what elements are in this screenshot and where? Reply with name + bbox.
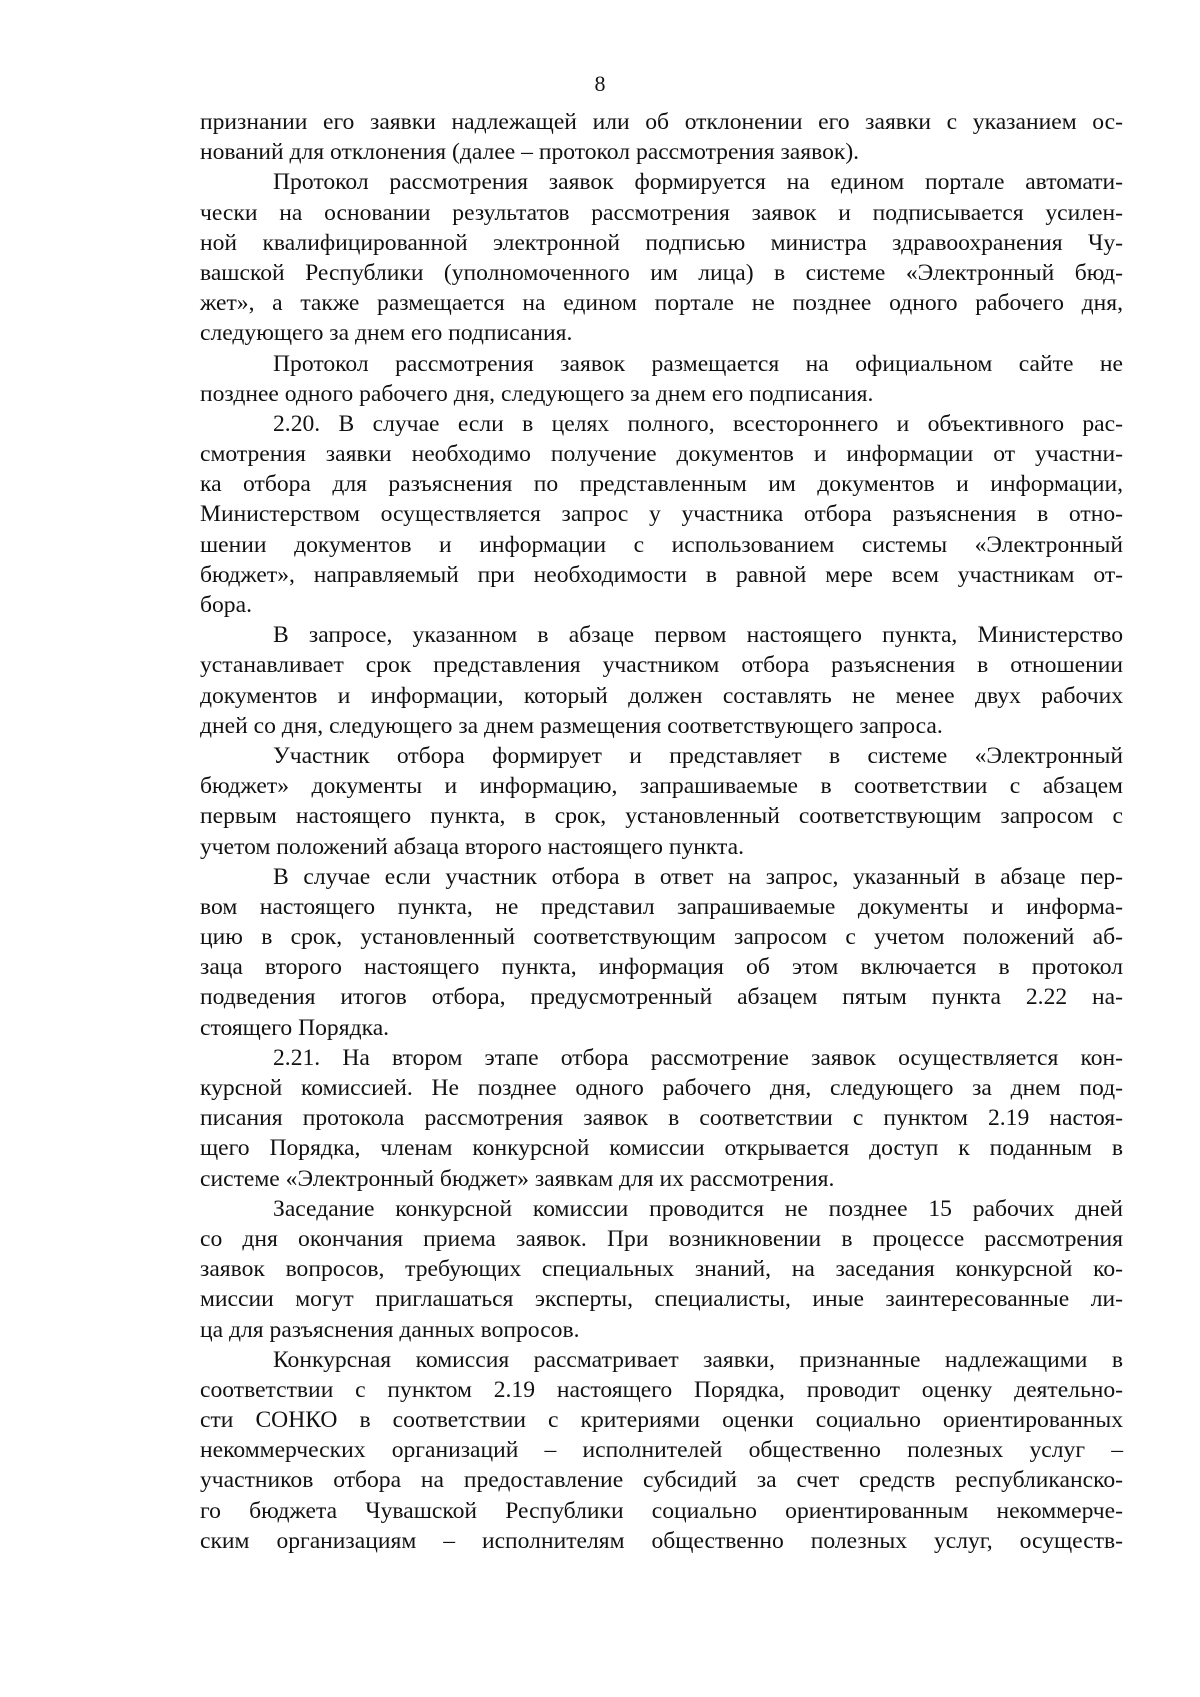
- text-line: бора.: [200, 592, 252, 618]
- text-line: ским организациям – исполнителям общественно полезных услуг, осуществ-: [200, 1527, 1123, 1554]
- text-line: системе «Электронный бюджет» заявкам для их рассмотрения.: [200, 1165, 835, 1192]
- text-line: курсной комиссией. Не позднее одного рабочего дня, следующего за днем под-: [200, 1075, 1123, 1101]
- text-line: подведения итогов отбора, предусмотренный абзацем пятым пункта 2.22 на-: [200, 984, 1123, 1011]
- text-line: Заседание конкурсной комиссии проводится не позднее 15 рабочих дней: [273, 1195, 1123, 1222]
- text-line: участников отбора на предоставление субсидий за счет средств республиканско-: [200, 1467, 1123, 1494]
- text-line: учетом положений абзаца второго настоящего пункта.: [200, 833, 745, 860]
- text-line: позднее одного рабочего дня, следующего за днем его подписания.: [200, 380, 874, 407]
- text-line: первым настоящего пункта, в срок, установленный соответствующим запросом с: [200, 803, 1123, 830]
- text-line: некоммерческих организаций – исполнителей общественно полезных услуг –: [200, 1437, 1123, 1464]
- text-line: Протокол рассмотрения заявок формируется на едином портале автомати-: [273, 169, 1123, 196]
- text-line: щего Порядка, членам конкурсной комиссии открывается доступ к поданным в: [200, 1135, 1123, 1162]
- text-line: 2.20. В случае если в целях полного, всестороннего и объективного рас-: [273, 410, 1123, 437]
- text-line: документов и информации, который должен составлять не менее двух рабочих: [200, 682, 1123, 709]
- text-line: смотрения заявки необходимо получение документов и информации от участни-: [200, 441, 1123, 468]
- text-line: вом настоящего пункта, не представил запрашиваемые документы и информа-: [200, 893, 1123, 920]
- text-line: цию в срок, установленный соответствующим запросом с учетом положений аб-: [200, 924, 1123, 951]
- text-line: соответствии с пунктом 2.19 настоящего Порядка, проводит оценку деятельно-: [200, 1376, 1123, 1403]
- text-line: Протокол рассмотрения заявок размещается на официальном сайте не: [273, 350, 1123, 377]
- text-line: со дня окончания приема заявок. При возникновении в процессе рассмотрения: [200, 1225, 1123, 1252]
- text-line: бюджет» документы и информацию, запрашиваемые в соответствии с абзацем: [200, 773, 1123, 800]
- text-line: заявок вопросов, требующих специальных знаний, на заседания конкурсной ко-: [200, 1256, 1123, 1283]
- text-line: Конкурсная комиссия рассматривает заявки, признанные надлежащими в: [273, 1346, 1123, 1373]
- text-line: В запросе, указанном в абзаце первом настоящего пункта, Министерство: [273, 622, 1123, 649]
- text-line: ной квалифицированной электронной подписью министра здравоохранения Чу-: [200, 229, 1123, 256]
- text-line: писания протокола рассмотрения заявок в соответствии с пунктом 2.19 настоя-: [200, 1105, 1123, 1132]
- text-line: 2.21. На втором этапе отбора рассмотрение заявок осуществляется кон-: [273, 1044, 1123, 1071]
- text-line: В случае если участник отбора в ответ на запрос, указанный в абзаце пер-: [273, 863, 1123, 890]
- text-line: признании его заявки надлежащей или об отклонении его заявки с указанием ос-: [200, 109, 1123, 135]
- text-line: вашской Республики (уполномоченного им лица) в системе «Электронный бюд-: [200, 259, 1123, 286]
- text-line: шении документов и информации с использованием системы «Электронный: [200, 531, 1123, 558]
- text-line: бюджет», направляемый при необходимости в равной мере всем участникам от-: [200, 561, 1123, 588]
- text-line: дней со дня, следующего за днем размещения соответствующего запроса.: [200, 712, 943, 739]
- text-line: ца для разъяснения данных вопросов.: [200, 1316, 580, 1343]
- text-line: ка отбора для разъяснения по представленным им документов и информации,: [200, 471, 1123, 498]
- document-body: [200, 107, 1123, 1556]
- text-line: стоящего Порядка.: [200, 1014, 390, 1041]
- text-line: заца второго настоящего пункта, информация об этом включается в протокол: [200, 954, 1123, 981]
- text-line: следующего за днем его подписания.: [200, 320, 573, 347]
- text-line: Министерством осуществляется запрос у участника отбора разъяснения в отно-: [200, 501, 1123, 528]
- text-line: го бюджета Чувашской Республики социально ориентированным некоммерче-: [200, 1497, 1123, 1524]
- text-line: сти СОНКО в соответствии с критериями оценки социально ориентированных: [200, 1407, 1123, 1434]
- text-line: миссии могут приглашаться эксперты, специалисты, иные заинтересованные ли-: [200, 1286, 1123, 1313]
- text-line: Участник отбора формирует и представляет в системе «Электронный: [273, 742, 1123, 769]
- text-line: жет», а также размещается на едином портале не позднее одного рабочего дня,: [200, 290, 1123, 317]
- text-line: устанавливает срок представления участником отбора разъяснения в отношении: [200, 652, 1123, 679]
- text-line: чески на основании результатов рассмотрения заявок и подписывается усилен-: [200, 199, 1123, 226]
- page-number: 8: [594, 71, 606, 96]
- text-line: нований для отклонения (далее – протокол рассмотрения заявок).: [200, 139, 860, 166]
